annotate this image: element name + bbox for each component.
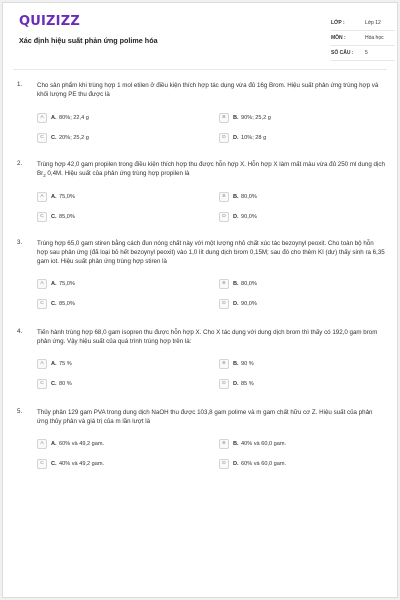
option-letter: B. bbox=[233, 361, 239, 367]
quizizz-logo: QUIZIZZ bbox=[19, 14, 80, 29]
option-letter: D. bbox=[233, 301, 239, 307]
option-letter: A. bbox=[51, 194, 57, 200]
option-letter: D. bbox=[233, 214, 239, 220]
option-badge: D bbox=[219, 133, 229, 143]
option-text: 90,0% bbox=[241, 301, 257, 307]
option-badge: A bbox=[37, 113, 47, 123]
option-badge: A bbox=[37, 359, 47, 369]
option-text: 75,0% bbox=[59, 194, 75, 200]
option-letter: B. bbox=[233, 281, 239, 287]
option-letter: D. bbox=[233, 135, 239, 141]
option-letter: A. bbox=[51, 281, 57, 287]
question-text: Cho sản phẩm khi trùng hợp 1 mol etilen ở điều kiện thích hợp tác dụng vừa đủ 16g Brom. Hiệu suất phản ứng trùng hợp và khối lượng PE thu được là bbox=[37, 82, 379, 98]
option-letter: D. bbox=[233, 461, 239, 467]
option-text: 85,0% bbox=[59, 301, 75, 307]
question-number: 4. bbox=[17, 328, 23, 335]
meta-value: 5 bbox=[365, 50, 368, 56]
option-letter: C. bbox=[51, 214, 57, 220]
option-letter: A. bbox=[51, 115, 57, 121]
option-letter: A. bbox=[51, 361, 57, 367]
option-badge: B bbox=[219, 359, 229, 369]
question-text-part: 0,4M. Hiệu suất của phản ứng trùng hợp propilen là bbox=[45, 170, 190, 177]
option-letter: B. bbox=[233, 194, 239, 200]
option-badge: C bbox=[37, 212, 47, 222]
option-text: 90 % bbox=[241, 361, 254, 367]
option-letter: C. bbox=[51, 301, 57, 307]
meta-row-subject bbox=[331, 32, 395, 46]
option-text: 60% và 60,0 gam. bbox=[241, 461, 287, 467]
option-badge: B bbox=[219, 113, 229, 123]
option-text: 90,0% bbox=[241, 214, 257, 220]
meta-value: Hóa học bbox=[365, 35, 384, 41]
option-badge: C bbox=[37, 459, 47, 469]
option-text: 80,0% bbox=[241, 194, 257, 200]
meta-row-grade bbox=[331, 17, 395, 31]
question-number: 3. bbox=[17, 239, 23, 246]
question-text: Trùng hợp 65,0 gam stiren bằng cách đun nóng chất này với một lượng nhỏ chất xúc tác bezoynyl peoxit. Cho toàn bộ hỗn hợp sau phản ứng (đã loại bỏ hết bezoynyl peoxit) vào 1,0 lít dung dịch brom 0,15M; sau đó cho thêm KI (dư) thấy sinh ra 6,35 gam iot. Hiệu suất phản ứng trùng hợp stiren là bbox=[37, 240, 385, 265]
option-badge: C bbox=[37, 133, 47, 143]
meta-label: LỚP : bbox=[331, 20, 345, 26]
question-number: 2. bbox=[17, 160, 23, 167]
question-text: Tiến hành trùng hợp 68,0 gam isopren thu được hỗn hợp X. Cho X tác dụng với dung dịch brom thì thấy có 192,0 gam brom phản ứng. Vậy hiệu suất của quá trình trùng hợp trên là: bbox=[37, 329, 378, 345]
option-letter: C. bbox=[51, 461, 57, 467]
header-divider bbox=[13, 69, 387, 70]
option-badge: C bbox=[37, 299, 47, 309]
option-text: 20%; 25,2 g bbox=[59, 135, 89, 141]
option-text: 60% và 49,2 gam. bbox=[59, 441, 105, 447]
meta-label: MÔN : bbox=[331, 35, 346, 41]
option-text: 75,0% bbox=[59, 281, 75, 287]
meta-value: Lớp 12 bbox=[365, 20, 381, 26]
worksheet-meta bbox=[331, 17, 395, 62]
option-text: 80%; 22,4 g bbox=[59, 115, 89, 121]
option-letter: C. bbox=[51, 135, 57, 141]
subscript: 2 bbox=[43, 173, 46, 179]
option-badge: A bbox=[37, 279, 47, 289]
option-badge: B bbox=[219, 279, 229, 289]
option-badge: A bbox=[37, 439, 47, 449]
option-text: 80,0% bbox=[241, 281, 257, 287]
question-text-part: Trùng hợp 42,0 gam propilen trong điều kiện thích hợp thu được hỗn hợp X. Hỗn hợp X làm mất màu vừa đủ 250 ml dung dịch Br bbox=[37, 161, 385, 177]
option-text: 75 % bbox=[59, 361, 72, 367]
meta-row-question-count bbox=[331, 47, 395, 61]
option-badge: D bbox=[219, 379, 229, 389]
option-text: 90%; 25,2 g bbox=[241, 115, 271, 121]
option-letter: D. bbox=[233, 381, 239, 387]
option-letter: B. bbox=[233, 441, 239, 447]
question-text bbox=[37, 160, 385, 180]
question-number: 5. bbox=[17, 408, 23, 415]
meta-label: SỐ CÂU : bbox=[331, 50, 354, 56]
option-badge: D bbox=[219, 212, 229, 222]
option-letter: B. bbox=[233, 115, 239, 121]
option-text: 40% và 60,0 gam. bbox=[241, 441, 287, 447]
option-letter: A. bbox=[51, 441, 57, 447]
option-badge: D bbox=[219, 459, 229, 469]
question-text: Thủy phân 129 gam PVA trong dung dịch NaOH thu được 103,8 gam polime và m gam chất hữu cơ Z. Hiệu suất của phản ứng thủy phân và giá trị của m lần lượt là bbox=[37, 409, 373, 425]
worksheet-page bbox=[2, 2, 398, 598]
question-number: 1. bbox=[17, 81, 23, 88]
option-text: 80 % bbox=[59, 381, 72, 387]
option-text: 85 % bbox=[241, 381, 254, 387]
option-text: 40% và 49,2 gam. bbox=[59, 461, 105, 467]
option-badge: A bbox=[37, 192, 47, 202]
option-badge: C bbox=[37, 379, 47, 389]
option-text: 10%; 28 g bbox=[241, 135, 267, 141]
option-letter: C. bbox=[51, 381, 57, 387]
option-badge: B bbox=[219, 192, 229, 202]
option-text: 85,0% bbox=[59, 214, 75, 220]
option-badge: D bbox=[219, 299, 229, 309]
option-badge: B bbox=[219, 439, 229, 449]
worksheet-title: Xác định hiệu suất phản ứng polime hóa bbox=[19, 36, 158, 45]
